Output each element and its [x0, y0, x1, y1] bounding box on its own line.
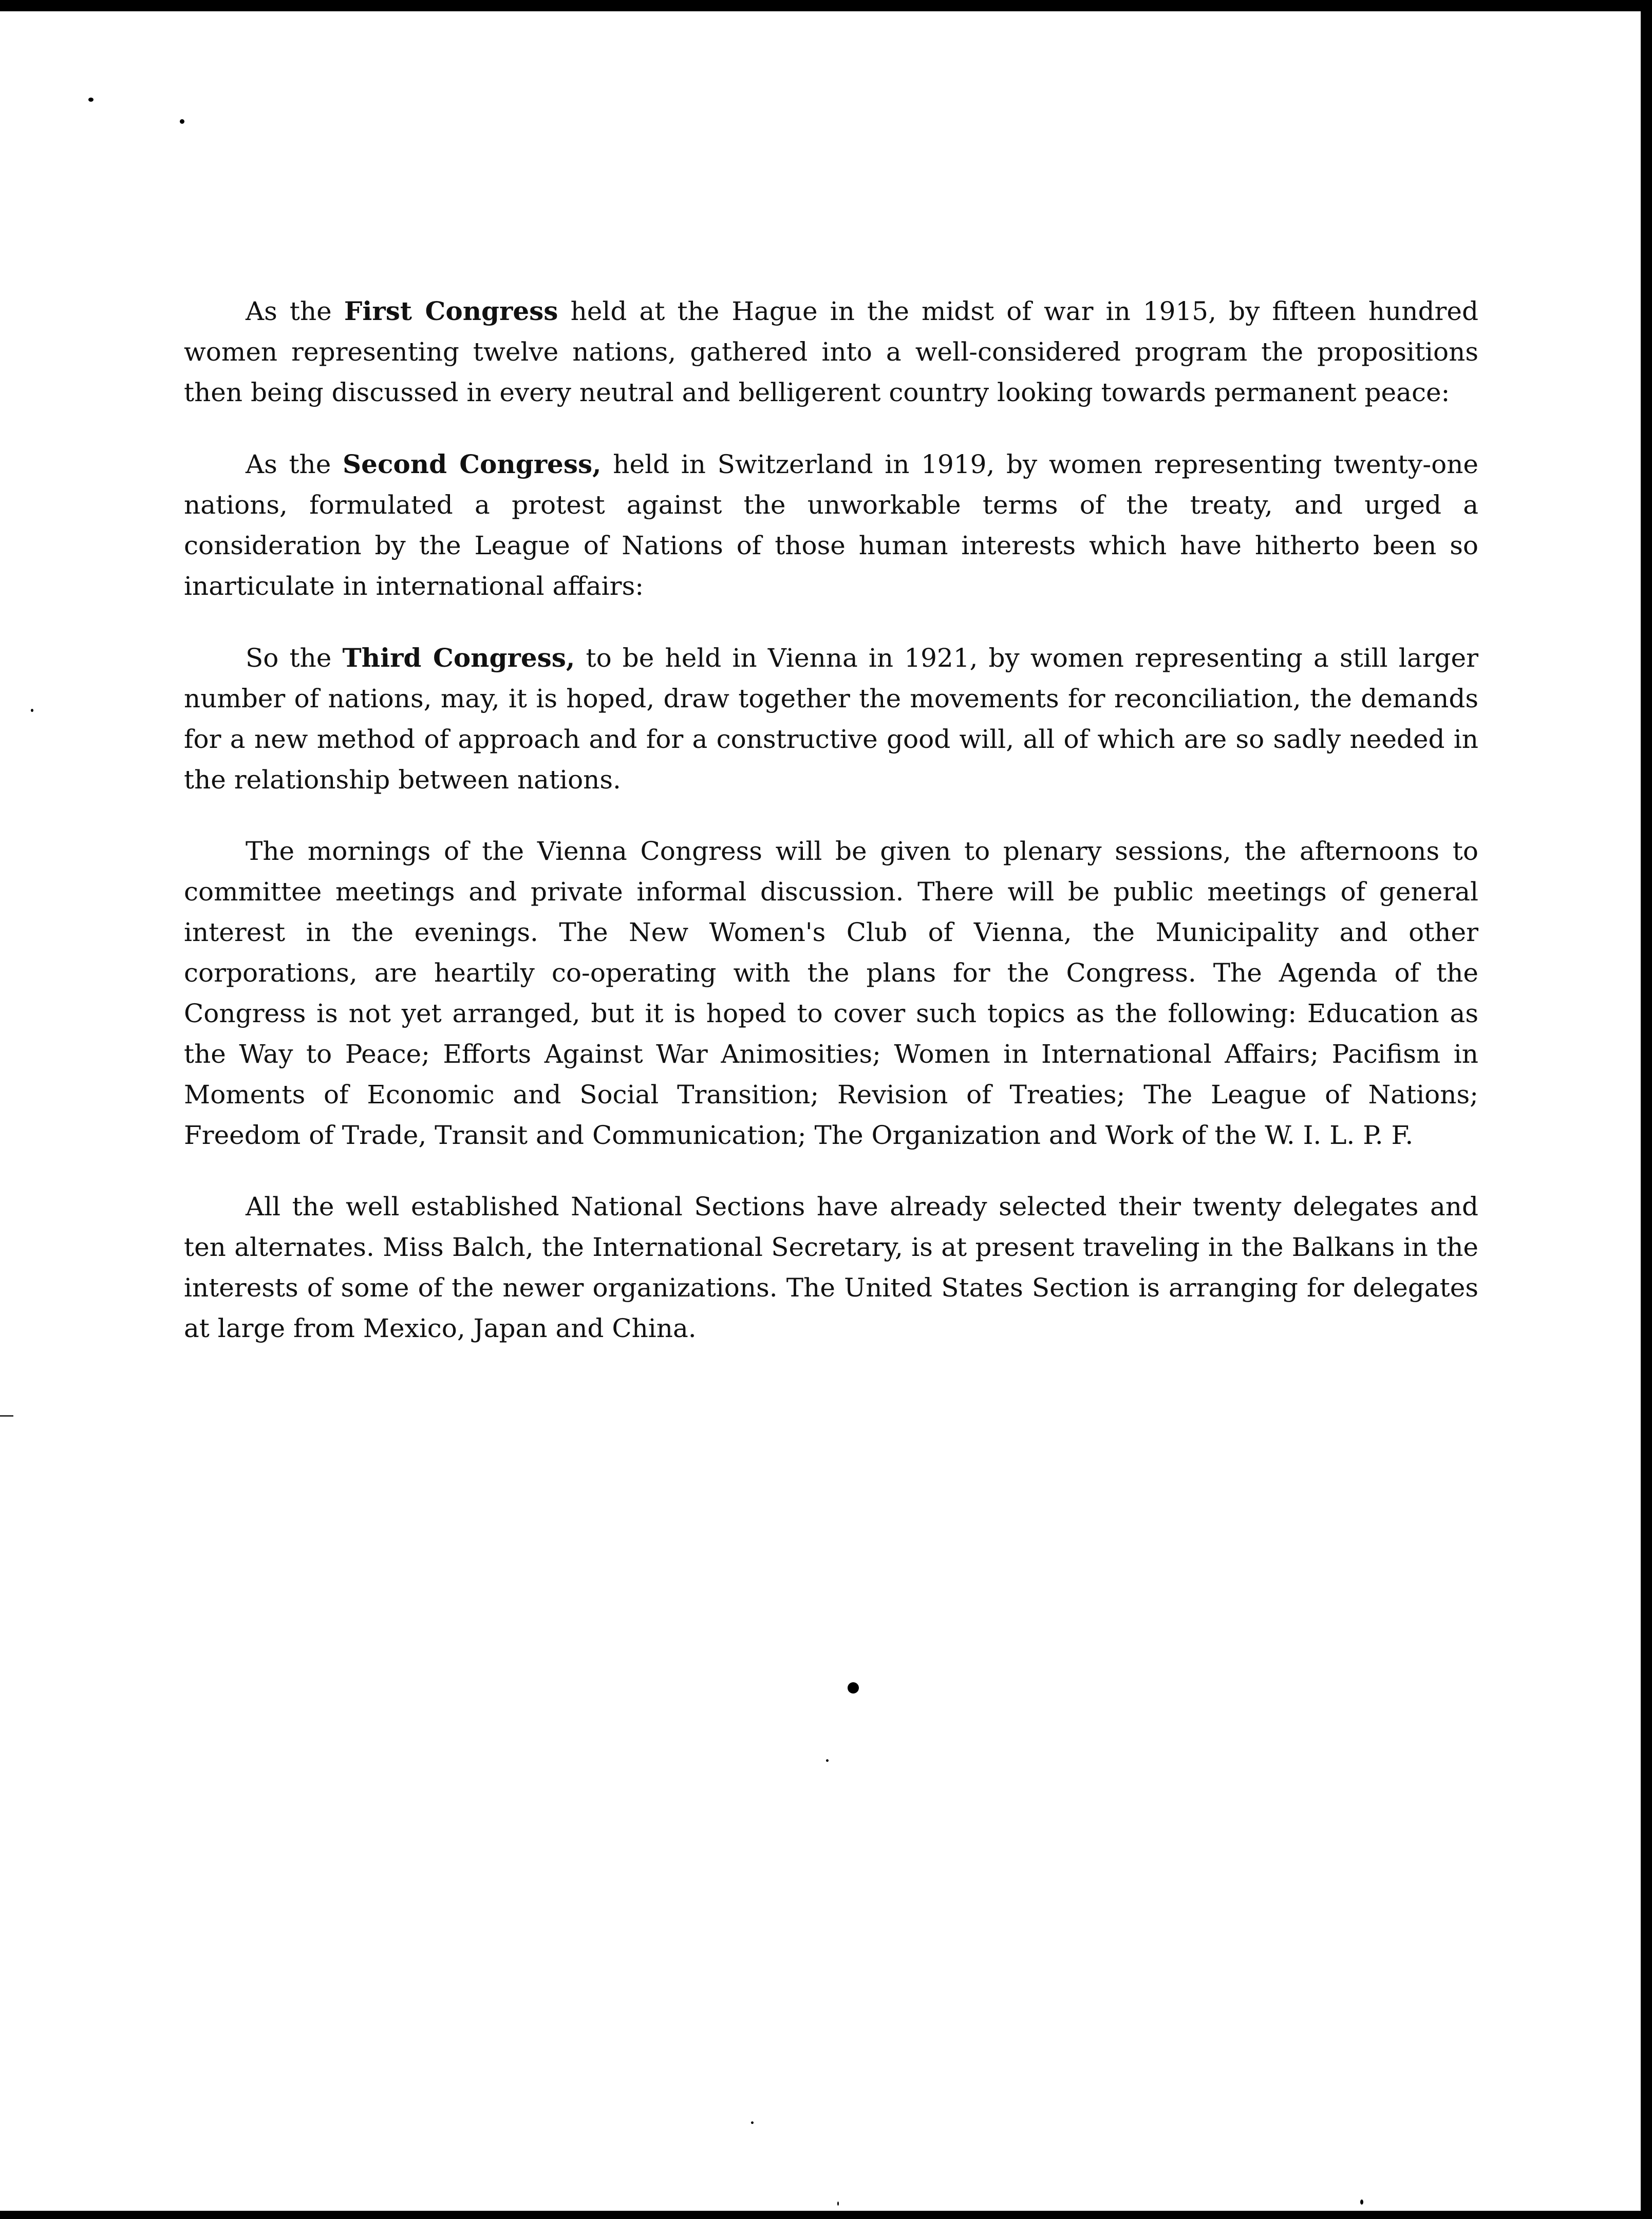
- paragraph-second-congress: [184, 444, 1478, 607]
- paragraph-lead: As the: [246, 449, 343, 479]
- document-body: [184, 291, 1478, 1380]
- congress-heading: First Congress: [344, 296, 558, 326]
- paragraph-text: All the well established National Sections have already selected their twenty delegates and ten alternates. Miss Balch, the International Secretary, is at present traveling in the Balkans in the interests of some of the newer organizations. The United States Section is arranging for delegates at large from Mexico, Japan and China.: [184, 1192, 1478, 1343]
- scan-speck: [826, 1759, 829, 1762]
- scan-speck: [88, 98, 93, 102]
- paragraph-national-sections: [184, 1187, 1478, 1349]
- scan-speck: [1360, 2199, 1363, 2205]
- congress-heading: Third Congress,: [342, 643, 575, 673]
- scan-speck: [751, 2121, 754, 2124]
- paragraph-text: The mornings of the Vienna Congress will be given to plenary sessions, the afternoons to committee meetings and private informal discussion. There will be public meetings of general interest in the evenings. The New Women's Club of Vienna, the Municipality and other corporations, are heartily co-operating with the plans for the Congress. The Agenda of the Congress is not yet arranged, but it is hoped to cover such topics as the following: Education as the Way to Peace; Efforts Against War Animosities; Women in International Affairs; Pacifism in Moments of Economic and Social Transition; Revision of Treaties; The League of Nations; Freedom of Trade, Transit and Communication; The Organization and Work of the W. I. L. P. F.: [184, 836, 1478, 1150]
- scan-speck: [848, 1682, 859, 1694]
- paragraph-third-congress: [184, 637, 1478, 800]
- scan-speck: [31, 709, 33, 712]
- scan-border-bottom: [0, 2211, 1652, 2219]
- paragraph-vienna-program: [184, 831, 1478, 1156]
- paragraph-text: to be held in Vienna in 1921, by women representing a still larger number of nations, may, it is hoped, draw together the movements for reconciliation, the demands for a new method of approach and for a constructive good will, all of which are so sadly needed in the relationship between nations.: [184, 643, 1479, 795]
- paragraph-lead: As the: [246, 296, 344, 326]
- paragraph-text: held at the Hague in the midst of war in 1915, by fifteen hundred women representing twelve nations, gathered into a well-considered program the propositions then being discussed in every neutral and belligerent country looking towards permanent peace:: [184, 296, 1478, 407]
- scan-speck: [837, 2202, 839, 2206]
- congress-heading: Second Congress,: [343, 449, 602, 479]
- paragraph-text: held in Switzerland in 1919, by women representing twenty-one nations, formulated a protest against the unworkable terms of the treaty, and urged a consideration by the League of Nations of those human interests which have hitherto been so inarticulate in international affairs:: [184, 449, 1478, 601]
- paragraph-first-congress: [184, 291, 1478, 413]
- scan-border-right: [1641, 0, 1652, 2219]
- scan-edge-mark: [0, 1415, 13, 1417]
- paragraph-lead: So the: [246, 643, 343, 673]
- scan-border-top: [0, 0, 1652, 11]
- scan-speck: [180, 119, 184, 124]
